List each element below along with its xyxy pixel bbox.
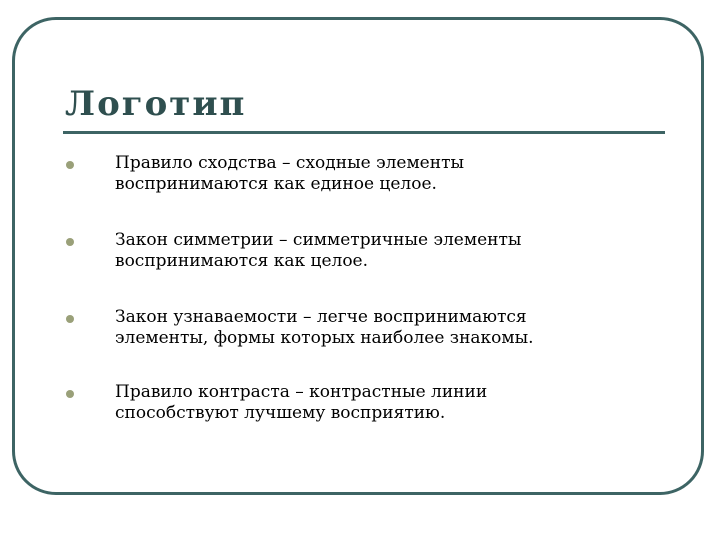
bullet-text — [115, 153, 635, 195]
bullet-text — [115, 382, 635, 424]
bullet-dot-icon — [66, 315, 74, 323]
bullet-line: Закон узнаваемости – легче воспринимаются — [115, 307, 527, 327]
bullet-line: Закон симметрии – симметричные элементы — [115, 230, 522, 250]
bullet-line: Правило контраста – контрастные линии — [115, 382, 488, 402]
bullet-line: элементы, формы которых наиболее знакомы. — [115, 328, 534, 348]
bullet-dot-icon — [66, 161, 74, 169]
bullet-line: Правило сходства – сходные элементы — [115, 153, 464, 173]
title-underline — [63, 131, 665, 134]
bullet-dot-icon — [66, 238, 74, 246]
bullet-line: воспринимаются как единое целое. — [115, 174, 437, 194]
bullet-line: воспринимаются как целое. — [115, 251, 369, 271]
slide-title: Логотип — [65, 84, 247, 124]
bullet-line: способствуют лучшему восприятию. — [115, 403, 446, 423]
bullet-text — [115, 307, 635, 349]
bullet-dot-icon — [66, 390, 74, 398]
bullet-text — [115, 230, 635, 272]
